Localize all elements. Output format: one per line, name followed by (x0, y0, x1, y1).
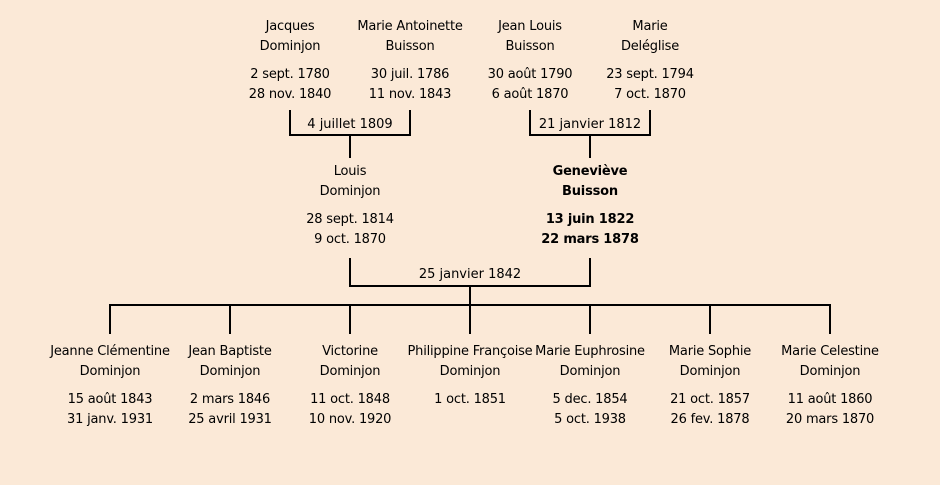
birth-date: 11 août 1860 (787, 392, 873, 407)
last-name: Dominjon (799, 364, 861, 379)
death-date: 28 nov. 1840 (248, 87, 332, 102)
death-date: 25 avril 1931 (188, 412, 272, 427)
birth-date: 28 sept. 1814 (306, 212, 394, 227)
child-card (755, 342, 905, 430)
birth-date: 13 juin 1822 (545, 212, 635, 227)
first-name: Philippine Françoise (407, 344, 533, 359)
child-drop-line (229, 304, 231, 334)
marriage-bracket-left (349, 258, 351, 287)
last-name: Dominjon (439, 364, 501, 379)
child-drop-line (469, 304, 471, 334)
last-name: Dominjon (559, 364, 621, 379)
descent-line (589, 134, 591, 158)
first-name: Geneviève (552, 164, 628, 179)
last-name: Buisson (505, 39, 555, 54)
grandparent-card (575, 17, 725, 105)
last-name: Dominjon (199, 364, 261, 379)
child-drop-line (589, 304, 591, 334)
marriage-bracket-right (589, 258, 591, 287)
birth-date: 2 mars 1846 (189, 392, 271, 407)
first-name: Marie Antoinette (357, 19, 463, 34)
birth-date: 15 août 1843 (67, 392, 153, 407)
first-name: Victorine (322, 344, 378, 359)
death-date: 22 mars 1878 (541, 232, 639, 247)
parent-card (275, 162, 425, 250)
death-date: 10 nov. 1920 (308, 412, 392, 427)
birth-date: 30 août 1790 (487, 67, 573, 82)
death-date: 5 oct. 1938 (554, 412, 626, 427)
birth-date: 11 oct. 1848 (310, 392, 390, 407)
last-name: Dominjon (319, 364, 381, 379)
death-date: 31 janv. 1931 (67, 412, 153, 427)
first-name: Jacques (265, 19, 315, 34)
death-date: 6 août 1870 (491, 87, 569, 102)
last-name: Dominjon (679, 364, 741, 379)
first-name: Louis (333, 164, 367, 179)
first-name: Marie Sophie (668, 344, 752, 359)
birth-date: 1 oct. 1851 (434, 392, 506, 407)
death-date: 11 nov. 1843 (368, 87, 452, 102)
first-name: Marie Euphrosine (535, 344, 645, 359)
child-drop-line (709, 304, 711, 334)
birth-date: 21 oct. 1857 (670, 392, 750, 407)
birth-date: 5 dec. 1854 (552, 392, 628, 407)
child-drop-line (109, 304, 111, 334)
first-name: Jean Baptiste (188, 344, 272, 359)
last-name: Buisson (562, 184, 618, 199)
child-drop-line (829, 304, 831, 334)
first-name: Marie (632, 19, 668, 34)
death-date: 20 mars 1870 (785, 412, 875, 427)
parent-card (515, 162, 665, 250)
marriage-date: 25 janvier 1842 (418, 267, 522, 282)
child-drop-line (349, 304, 351, 334)
descent-line (349, 134, 351, 158)
first-name: Jeanne Clémentine (50, 344, 170, 359)
last-name: Buisson (385, 39, 435, 54)
marriage-date: 4 juillet 1809 (307, 117, 393, 132)
first-name: Jean Louis (498, 19, 562, 34)
last-name: Dominjon (319, 184, 381, 199)
birth-date: 30 juil. 1786 (370, 67, 450, 82)
marriage-date: 21 janvier 1812 (538, 117, 642, 132)
last-name: Dominjon (79, 364, 141, 379)
descent-line (469, 285, 471, 306)
birth-date: 2 sept. 1780 (250, 67, 330, 82)
birth-date: 23 sept. 1794 (606, 67, 694, 82)
death-date: 9 oct. 1870 (314, 232, 386, 247)
first-name: Marie Celestine (781, 344, 879, 359)
last-name: Dominjon (259, 39, 321, 54)
death-date: 26 fev. 1878 (670, 412, 750, 427)
last-name: Deléglise (620, 39, 680, 54)
death-date: 7 oct. 1870 (614, 87, 686, 102)
